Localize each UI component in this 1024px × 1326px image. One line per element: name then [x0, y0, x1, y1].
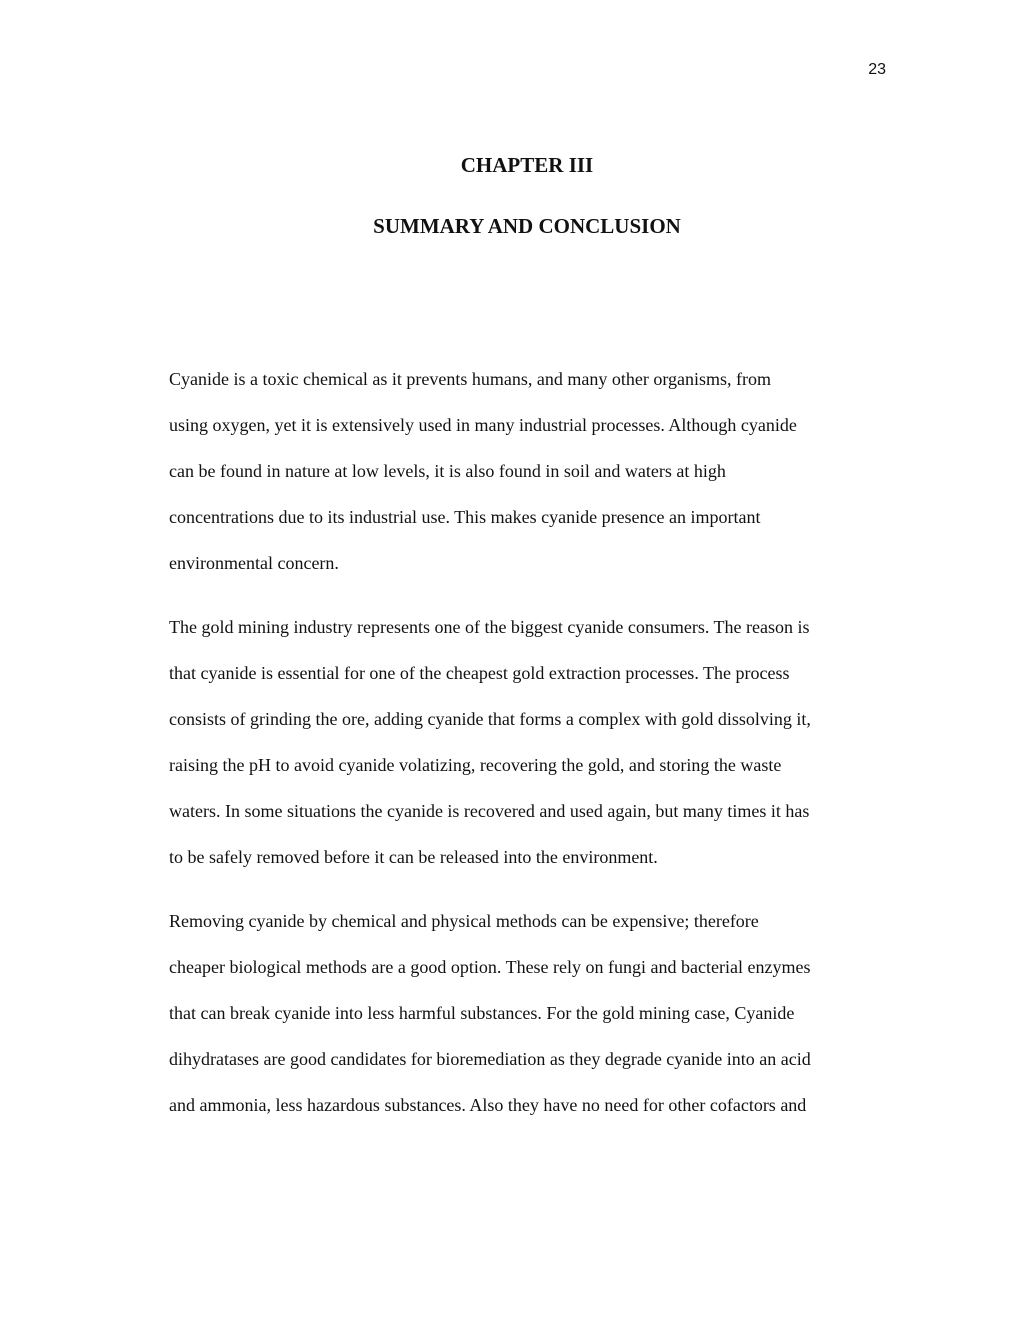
text-line: can be found in nature at low levels, it is also found in soil and waters at high [169, 461, 726, 481]
section-title: SUMMARY AND CONCLUSION [373, 214, 681, 238]
text-line: Cyanide is a toxic chemical as it prevents humans, and many other organisms, from [169, 369, 772, 389]
text-line: concentrations due to its industrial use. This makes cyanide presence an important [169, 507, 761, 527]
text-line: The gold mining industry represents one of the biggest cyanide consumers. The reason is [169, 617, 810, 637]
page-number: 23 [868, 61, 886, 78]
text-line: that can break cyanide into less harmful substances. For the gold mining case, Cyanide [169, 1003, 795, 1023]
text-line: dihydratases are good candidates for bioremediation as they degrade cyanide into an acid [169, 1049, 811, 1069]
chapter-title: CHAPTER III [460, 153, 594, 177]
text-line: and ammonia, less hazardous substances. Also they have no need for other cofactors and [169, 1095, 807, 1115]
paragraph-3 [169, 898, 887, 1128]
text-line: waters. In some situations the cyanide is recovered and used again, but many times it has [169, 801, 810, 821]
text-line: raising the pH to avoid cyanide volatizing, recovering the gold, and storing the waste [169, 755, 782, 775]
text-line: Removing cyanide by chemical and physical methods can be expensive; therefore [169, 911, 759, 931]
text-line: cheaper biological methods are a good option. These rely on fungi and bacterial enzymes [169, 957, 811, 977]
text-line: that cyanide is essential for one of the cheapest gold extraction processes. The process [169, 663, 790, 683]
paragraph-2 [169, 604, 887, 880]
text-line: using oxygen, yet it is extensively used in many industrial processes. Although cyanide [169, 415, 797, 435]
text-line: environmental concern. [169, 553, 339, 573]
text-line: to be safely removed before it can be released into the environment. [169, 847, 658, 867]
body-text [169, 356, 887, 1146]
text-line: consists of grinding the ore, adding cyanide that forms a complex with gold dissolving it, [169, 709, 811, 729]
paragraph-1 [169, 356, 887, 586]
